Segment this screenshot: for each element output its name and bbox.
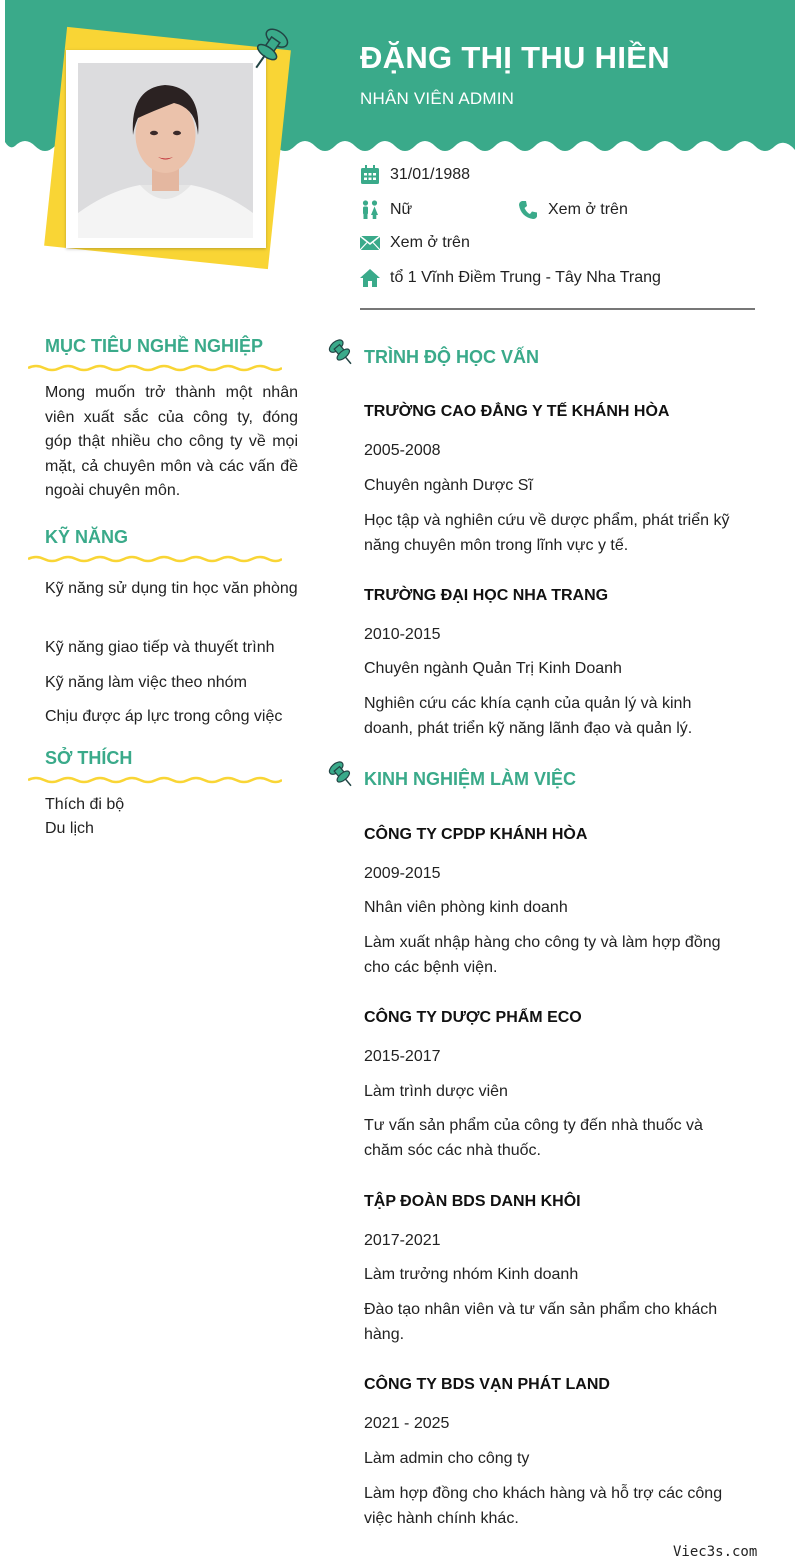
experience-org: CÔNG TY CPDP KHÁNH HÒA bbox=[364, 826, 588, 843]
experience-org: CÔNG TY BDS VẠN PHÁT LAND bbox=[364, 1376, 610, 1393]
gender-icon bbox=[360, 200, 380, 220]
experience-period: 2009-2015 bbox=[364, 865, 441, 882]
home-icon bbox=[360, 269, 380, 287]
education-role: Chuyên ngành Dược Sĩ bbox=[364, 477, 533, 494]
experience-role: Làm trình dược viên bbox=[364, 1083, 508, 1100]
gender-value: Nữ bbox=[390, 201, 413, 218]
profile-photo bbox=[78, 63, 253, 238]
skill-item: Kỹ năng làm việc theo nhóm bbox=[45, 674, 247, 691]
education-desc: Học tập và nghiên cứu về dược phẩm, phát triển kỹ năng chuyên môn trong lĩnh vực y tế. bbox=[364, 512, 730, 554]
experience-role: Nhân viên phòng kinh doanh bbox=[364, 899, 568, 916]
phone-row bbox=[518, 200, 628, 220]
education-role: Chuyên ngành Quản Trị Kinh Doanh bbox=[364, 660, 622, 677]
skill-item: Chịu được áp lực trong công việc bbox=[45, 708, 283, 725]
email-value: Xem ở trên bbox=[390, 234, 470, 251]
phone-value: Xem ở trên bbox=[548, 201, 628, 218]
objective-heading: MỤC TIÊU NGHỀ NGHIỆP bbox=[45, 336, 264, 356]
hobbies-heading: SỞ THÍCH bbox=[45, 748, 133, 768]
hobby-item: Du lịch bbox=[45, 820, 94, 837]
experience-role: Làm admin cho công ty bbox=[364, 1450, 530, 1467]
birthday-value: 31/01/1988 bbox=[390, 166, 471, 183]
phone-icon bbox=[518, 200, 538, 220]
email-row bbox=[360, 234, 470, 252]
wave-divider bbox=[28, 775, 282, 785]
header-divider bbox=[360, 308, 755, 310]
education-period: 2005-2008 bbox=[364, 442, 441, 459]
experience-period: 2017-2021 bbox=[364, 1232, 441, 1249]
experience-role: Làm trưởng nhóm Kinh doanh bbox=[364, 1266, 579, 1283]
address-row bbox=[360, 269, 661, 287]
wave-divider bbox=[28, 363, 282, 373]
education-heading: TRÌNH ĐỘ HỌC VẤN bbox=[364, 347, 539, 367]
wave-divider bbox=[28, 554, 282, 564]
experience-org: TẬP ĐOÀN BDS DANH KHÔI bbox=[364, 1193, 581, 1210]
pushpin-icon bbox=[250, 26, 290, 74]
education-org: TRƯỜNG CAO ĐẲNG Y TẾ KHÁNH HÒA bbox=[364, 403, 670, 420]
skills-heading: KỸ NĂNG bbox=[45, 527, 129, 547]
experience-period: 2015-2017 bbox=[364, 1048, 441, 1065]
gender-row bbox=[360, 200, 412, 220]
watermark: Viec3s.com bbox=[673, 1544, 758, 1560]
experience-desc: Đào tạo nhân viên và tư vấn sản phẩm cho khách hàng. bbox=[364, 1301, 718, 1343]
skill-item: Kỹ năng sử dụng tin học văn phòng bbox=[45, 580, 298, 597]
experience-heading: KINH NGHIỆM LÀM VIỆC bbox=[364, 769, 577, 789]
hobby-item: Thích đi bộ bbox=[45, 796, 125, 813]
experience-desc: Làm xuất nhập hàng cho công ty và làm hợp đồng cho các bệnh viện. bbox=[364, 934, 721, 976]
experience-desc: Làm hợp đồng cho khách hàng và hỗ trợ các công việc hành chính khác. bbox=[364, 1485, 723, 1527]
pushpin-icon bbox=[328, 338, 356, 368]
envelope-icon bbox=[360, 235, 380, 251]
experience-org: CÔNG TY DƯỢC PHẨM ECO bbox=[364, 1009, 582, 1026]
education-period: 2010-2015 bbox=[364, 626, 441, 643]
birthday-row bbox=[360, 165, 470, 185]
education-desc: Nghiên cứu các khía cạnh của quản lý và kinh doanh, phát triển kỹ năng lãnh đạo và quản lý. bbox=[364, 695, 693, 737]
calendar-icon bbox=[360, 165, 380, 185]
objective-text: Mong muốn trở thành một nhân viên xuất sắc của công ty, đóng góp thật nhiều cho công ty về mọi mặt, cả chuyên môn và các vấn đề ngoài chuyên môn. bbox=[45, 384, 298, 499]
skill-item: Kỹ năng giao tiếp và thuyết trình bbox=[45, 639, 275, 656]
job-title: NHÂN VIÊN ADMIN bbox=[360, 89, 515, 108]
address-value: tổ 1 Vĩnh Điềm Trung - Tây Nha Trang bbox=[390, 269, 661, 286]
experience-desc: Tư vấn sản phẩm của công ty đến nhà thuốc và chăm sóc các nhà thuốc. bbox=[364, 1117, 703, 1159]
experience-period: 2021 - 2025 bbox=[364, 1415, 450, 1432]
education-org: TRƯỜNG ĐẠI HỌC NHA TRANG bbox=[364, 587, 609, 604]
candidate-name: ĐẶNG THỊ THU HIỀN bbox=[360, 40, 670, 75]
pushpin-icon bbox=[328, 760, 356, 790]
